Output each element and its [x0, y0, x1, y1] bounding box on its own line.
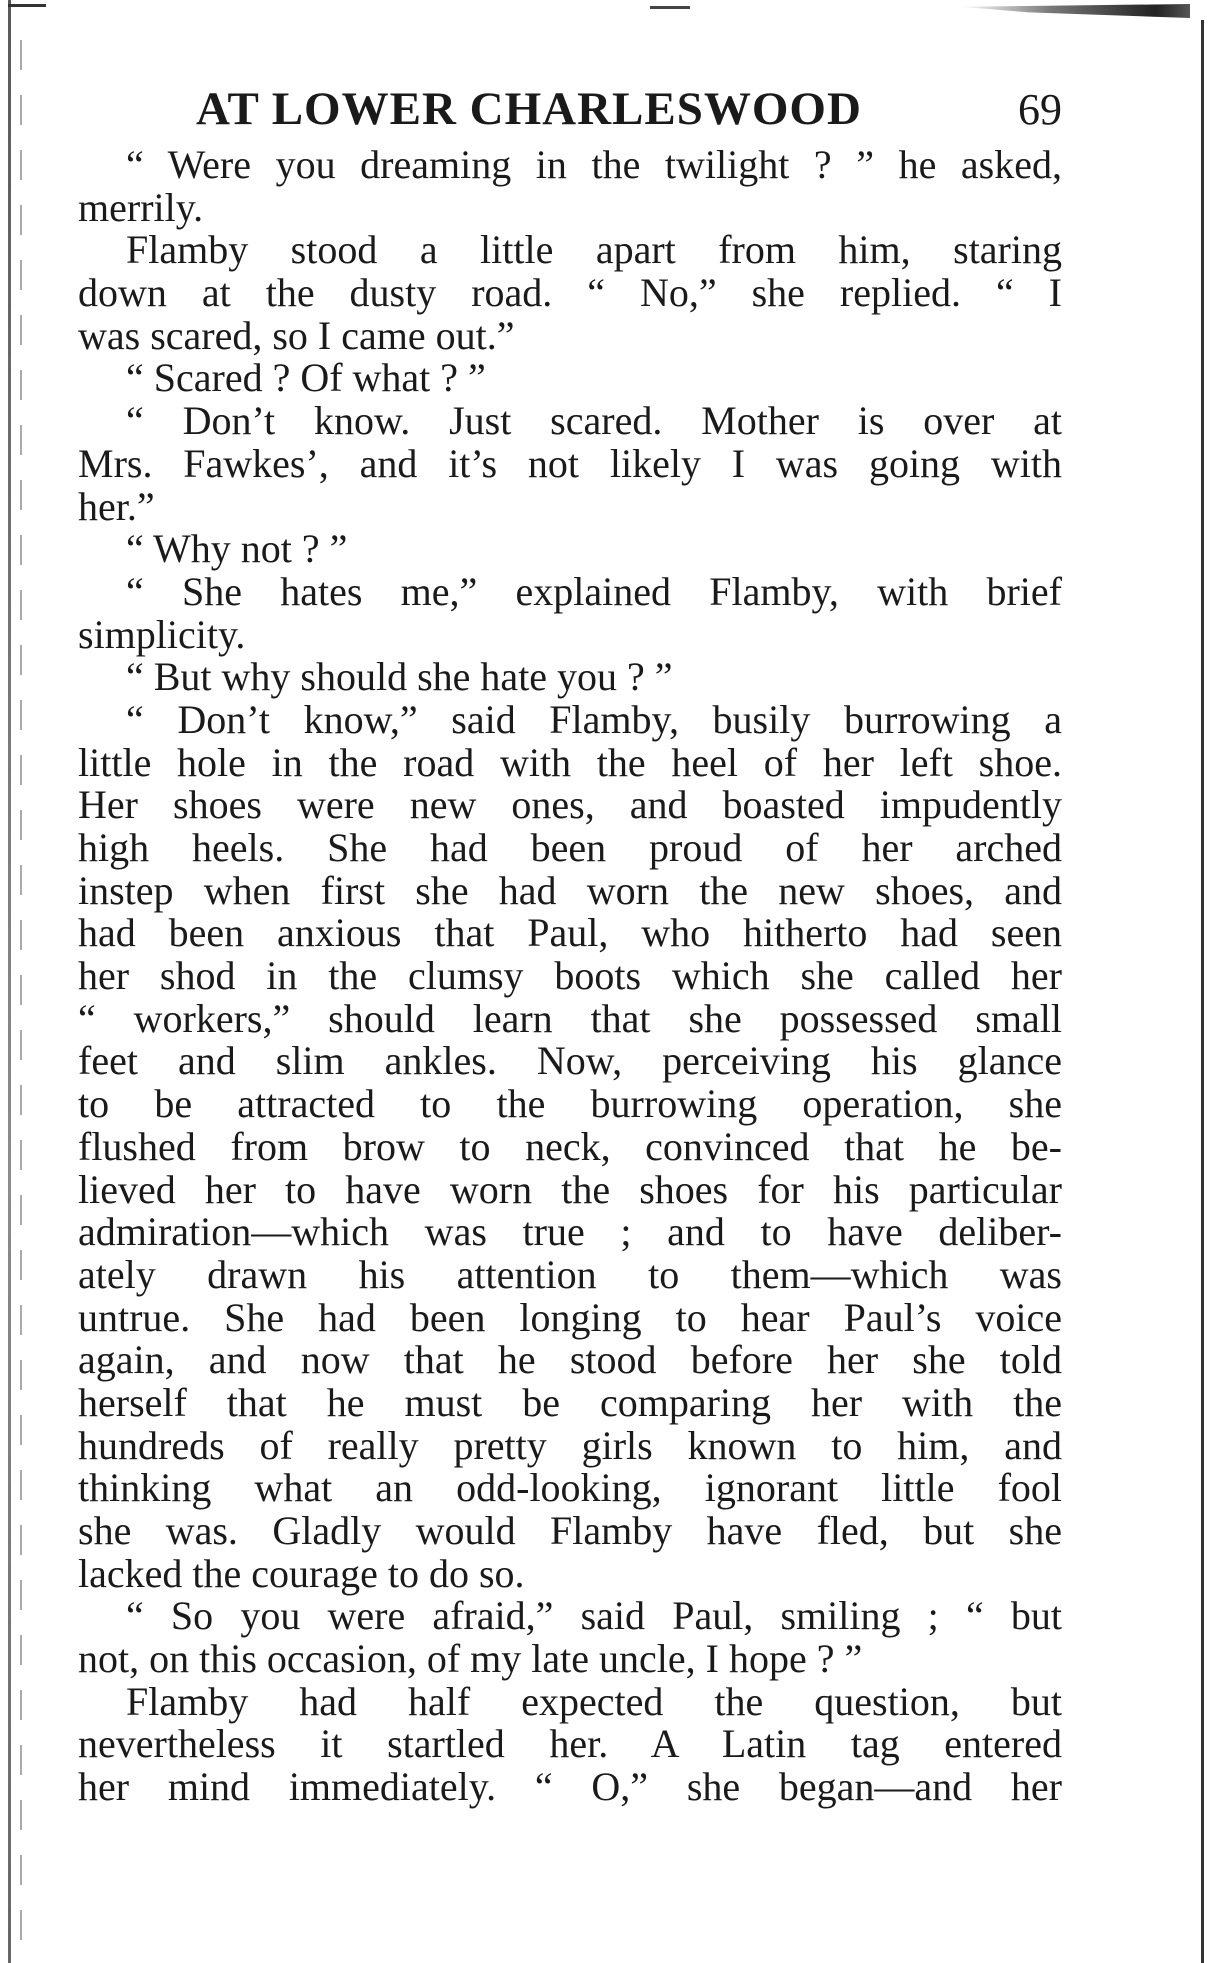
text-line: “ Were you dreaming in the twilight ? ” he asked,: [126, 142, 1062, 187]
text-line: down at the dusty road. “ No,” she replied. “ I: [78, 270, 1062, 316]
text-line: her shod in the clumsy boots which she called her: [78, 953, 1062, 999]
text-line: lieved her to have worn the shoes for his particular: [78, 1166, 1062, 1212]
running-title: AT LOWER CHARLESWOOD: [196, 83, 862, 135]
text-line: thinking what an odd-looking, ignorant little fool: [78, 1465, 1062, 1511]
text-line: merrily.: [78, 184, 204, 230]
text-line: untrue. She had been longing to hear Paul’s voice: [78, 1294, 1062, 1340]
scan-edge-shadow: [20, 40, 22, 1940]
scan-edge-top: [8, 4, 46, 7]
text-line: herself that he must be comparing her with the: [78, 1379, 1062, 1425]
text-line: “ Why not ? ”: [126, 526, 348, 572]
page-number: 69: [1018, 85, 1062, 134]
text-line: Mrs. Fawkes’, and it’s not likely I was going with: [78, 440, 1062, 486]
text-line: feet and slim ankles. Now, perceiving his glance: [78, 1038, 1062, 1084]
text-line: ately drawn his attention to them—which was: [78, 1251, 1062, 1297]
text-line: her.”: [78, 483, 155, 529]
text-line: not, on this occasion, of my late uncle, I hope ? ”: [78, 1636, 863, 1682]
text-line: Flamby had half expected the question, but: [126, 1678, 1062, 1724]
text-line: “ workers,” should learn that she possessed small: [78, 995, 1062, 1041]
text-line: flushed from brow to neck, convinced that he be-: [78, 1123, 1062, 1169]
text-line: lacked the courage to do so.: [78, 1550, 525, 1596]
scan-edge-left: [8, 0, 11, 1963]
text-line: nevertheless it startled her. A Latin tag entered: [78, 1721, 1062, 1767]
text-line: Her shoes were new ones, and boasted impudently: [78, 782, 1062, 828]
text-line: high heels. She had been proud of her arched: [78, 825, 1062, 870]
text-line: her mind immediately. “ O,” she began—and her: [78, 1764, 1062, 1810]
text-line: hundreds of really pretty girls known to him, and: [78, 1422, 1062, 1468]
text-line: instep when first she had worn the new shoes, and: [78, 867, 1062, 913]
text-line: little hole in the road with the heel of her left shoe.: [78, 739, 1062, 785]
text-line: had been anxious that Paul, who hitherto had seen: [78, 910, 1062, 956]
text-line: was scared, so I came out.”: [78, 312, 515, 358]
text-line: “ So you were afraid,” said Paul, smiling ; “ but: [126, 1593, 1062, 1639]
scan-mark-top: [650, 6, 690, 9]
text-line: admiration—which was true ; and to have deliber-: [78, 1209, 1062, 1255]
book-page: [78, 82, 1062, 1809]
body-text: [78, 144, 1062, 1809]
text-line: to be attracted to the burrowing operation, she: [78, 1081, 1062, 1127]
text-line: “ Don’t know. Just scared. Mother is over at: [126, 398, 1062, 444]
text-line: “ She hates me,” explained Flamby, with brief: [126, 568, 1062, 614]
text-line: Flamby stood a little apart from him, staring: [126, 227, 1062, 273]
scan-edge-right: [1201, 20, 1204, 1963]
text-line: simplicity.: [78, 611, 246, 657]
text-line: she was. Gladly would Flamby have fled, but she: [78, 1508, 1062, 1553]
text-line: “ Don’t know,” said Flamby, busily burrowing a: [126, 696, 1062, 742]
text-line: again, and now that he stood before her she told: [78, 1337, 1062, 1383]
scan-smudge-top-right: [960, 4, 1190, 18]
text-line: “ But why should she hate you ? ”: [126, 654, 673, 700]
text-line: “ Scared ? Of what ? ”: [126, 355, 486, 401]
running-head: [196, 82, 1062, 144]
